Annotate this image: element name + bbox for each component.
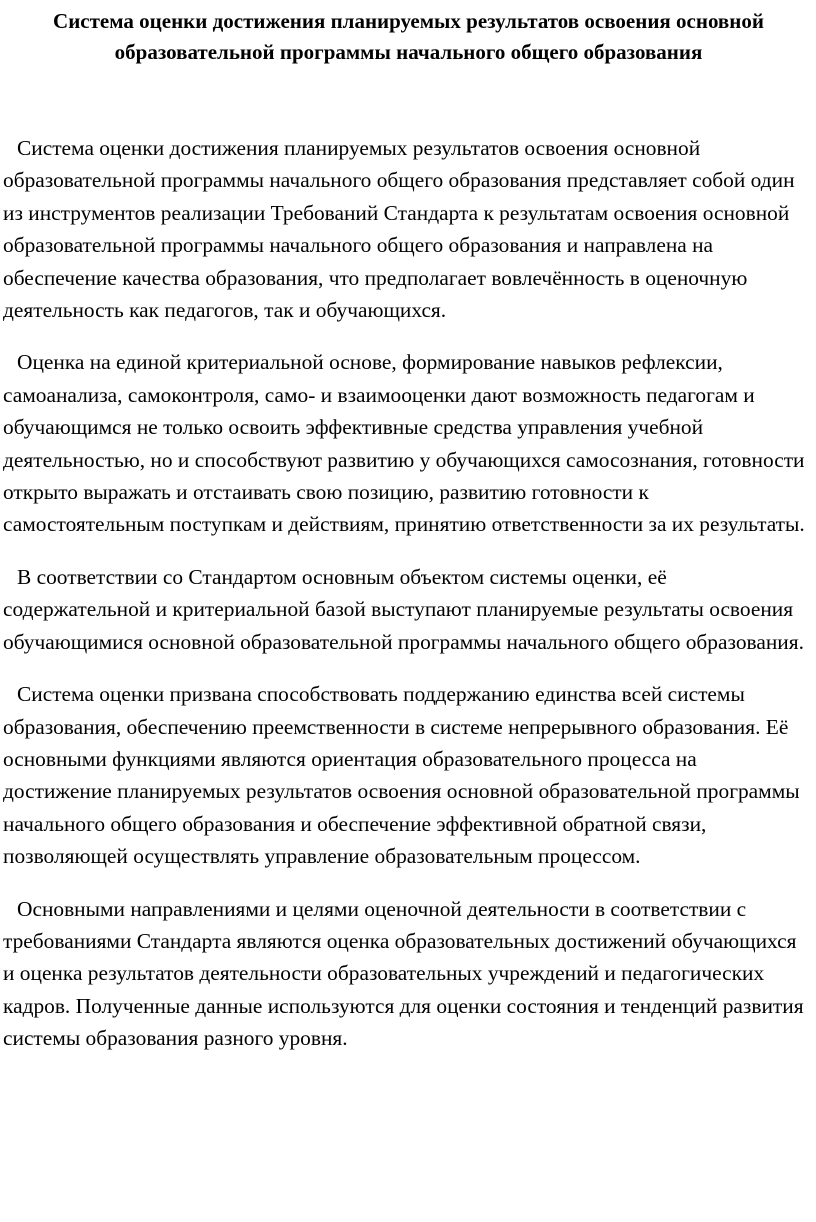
paragraph-1: Система оценки достижения планируемых результатов освоения основной образовательной программы начального общего образования представляет собой один из инструментов реализации Требований Стандарта к результатам освоения основной образовательной программы начального общего образования и направлена на обеспечение качества образования, что предполагает вовлечённость в оценочную деятельность как педагогов, так и обучающихся. <box>3 136 795 323</box>
paragraph-2: Оценка на единой критериальной основе, формирование навыков рефлексии, самоанализа, самоконтроля, само- и взаимооценки дают возможность педагогам и обучающимся не только освоить эффективные средства управления учебной деятельностью, но и способствуют развитию у обучающихся самосознания, готовности открыто выражать и отстаивать свою позицию, развитию готовности к самостоятельным поступкам и действиям, принятию ответственности за их результаты. <box>3 350 805 537</box>
document-body <box>3 132 808 1055</box>
document-title: Система оценки достижения планируемых результатов освоения основной образовательной программы начального общего образования <box>53 9 764 64</box>
paragraph-4: Система оценки призвана способствовать поддержанию единства всей системы образования, обеспечению преемственности в системе непрерывного образования. Её основными функциями являются ориентация образовательного процесса на достижение планируемых результатов освоения основной образовательной программы начального общего образования и обеспечение эффективной обратной связи, позволяющей осуществлять управление образовательным процессом. <box>3 682 800 869</box>
paragraph-3: В соответствии со Стандартом основным объектом системы оценки, её содержательной и критериальной базой выступают планируемые результаты освоения обучающимися основной образовательной программы начального общего образования. <box>3 564 804 654</box>
paragraph-5: Основными направлениями и целями оценочной деятельности в соответствии с требованиями Стандарта являются оценка образовательных достижений обучающихся и оценка результатов деятельности образовательных учреждений и педагогических кадров. Полученные данные используются для оценки состояния и тенденций развития системы образования разного уровня. <box>3 896 804 1051</box>
